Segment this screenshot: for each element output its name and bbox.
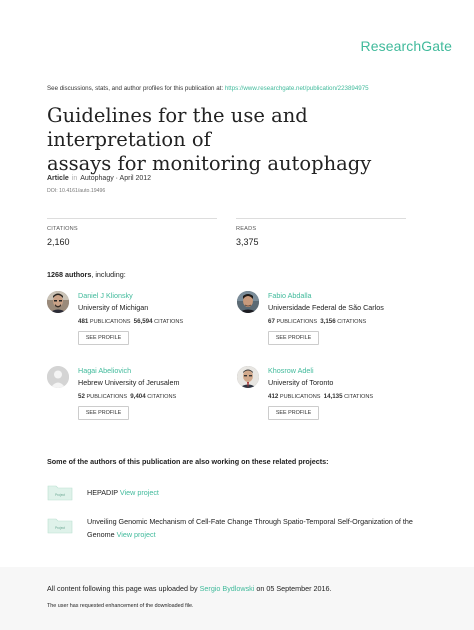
avatar-photo-icon [237,291,259,313]
project-icon-label: Project [55,526,65,530]
author-citations-count: 56,594 [133,318,153,325]
paper-title [47,104,447,176]
author-publications-count: 412 [268,393,279,400]
researchgate-logo[interactable]: ResearchGate [360,38,452,54]
author-citations-count: 9,404 [130,393,146,400]
author-citations-count: 14,135 [323,393,343,400]
author-institution: Hebrew University of Jerusalem [78,378,180,387]
uploader-link[interactable]: Sergio Bydlowski [199,584,255,593]
author-avatar[interactable] [47,366,69,388]
author-citations-count: 3,156 [320,318,336,325]
see-profile-button[interactable]: SEE PROFILE [268,331,319,345]
author-publications-count: 481 [78,318,89,325]
author-institution: Universidade Federal de São Carlos [268,303,384,312]
footer [0,567,474,630]
authors-heading [47,270,126,279]
author-avatar[interactable] [47,291,69,313]
publications-label: PUBLICATIONS [89,319,131,325]
project-item [87,516,437,541]
author-card [237,291,417,351]
project-item [87,487,159,500]
see-profile-button[interactable]: SEE PROFILE [78,406,129,420]
project-title-line-2: Genome [87,529,115,539]
disclaimer [47,85,369,92]
author-name-link[interactable]: Fabio Abdalla [268,291,312,300]
author-card [47,366,227,426]
publications-label: PUBLICATIONS [279,394,321,400]
project-icon-label: Project [55,493,65,497]
authors-heading-suffix: , including: [91,270,126,279]
article-type: Article [47,175,69,182]
citations-label: CITATIONS [154,319,184,325]
avatar-placeholder-icon [47,366,69,388]
doi: DOI: 10.4161/auto.19496 [47,188,106,194]
author-publications-count: 52 [78,393,85,400]
paper-meta [47,175,151,182]
divider-citations [47,218,217,219]
project-title: HEPADIP [87,488,118,497]
author-avatar[interactable] [237,291,259,313]
author-stats [268,393,373,400]
citations-label: CITATIONS [147,394,177,400]
citations-label: CITATIONS [47,226,78,232]
paper-title-line-1: Guidelines for the use and interpretation of [47,104,308,151]
author-publications-count: 67 [268,318,275,325]
project-folder-icon [47,483,73,501]
citations-label: CITATIONS [344,394,374,400]
footer-suffix: on 05 September 2016. [254,584,332,593]
avatar-photo-icon [237,366,259,388]
footer-note: The user has requested enhancement of the downloaded file. [47,603,194,609]
project-title-line-1: Unveiling Genomic Mechanism of Cell-Fate Change Through Spatio-Temporal Self-Organization of the [87,517,413,526]
disclaimer-text: See discussions, stats, and author profiles for this publication at: [47,85,225,92]
avatar-photo-icon [47,291,69,313]
view-project-link[interactable]: View project [119,488,159,497]
author-card [237,366,417,426]
citations-label: CITATIONS [337,319,367,325]
reads-value: 3,375 [236,237,259,247]
author-name-link[interactable]: Hagai Abeliovich [78,366,132,375]
meta-separator: in [71,175,78,182]
footer-upload-line [47,584,332,593]
footer-prefix: All content following this page was uploaded by [47,584,200,593]
reads-label: READS [236,226,257,232]
author-institution: University of Michigan [78,303,149,312]
project-folder-icon [47,516,73,534]
projects-heading: Some of the authors of this publication are also working on these related projects: [47,457,329,466]
publications-label: PUBLICATIONS [86,394,128,400]
view-project-link[interactable]: View project [116,529,156,539]
divider-reads [236,218,406,219]
venue: Autophagy · April 2012 [80,175,152,182]
see-profile-button[interactable]: SEE PROFILE [78,331,129,345]
author-avatar[interactable] [237,366,259,388]
author-stats [78,393,176,400]
publication-url-link[interactable]: https://www.researchgate.net/publication/223894975 [224,85,369,92]
author-name-link[interactable]: Daniel J Klionsky [78,291,133,300]
citations-value: 2,160 [47,237,70,247]
paper-title-line-2: assays for monitoring autophagy [47,152,372,175]
author-stats [268,318,366,325]
publications-label: PUBLICATIONS [276,319,318,325]
authors-count: 1268 authors [47,270,92,279]
author-name-link[interactable]: Khosrow Adeli [268,366,314,375]
author-card [47,291,227,351]
see-profile-button[interactable]: SEE PROFILE [268,406,319,420]
author-stats [78,318,183,325]
author-institution: University of Toronto [268,378,334,387]
